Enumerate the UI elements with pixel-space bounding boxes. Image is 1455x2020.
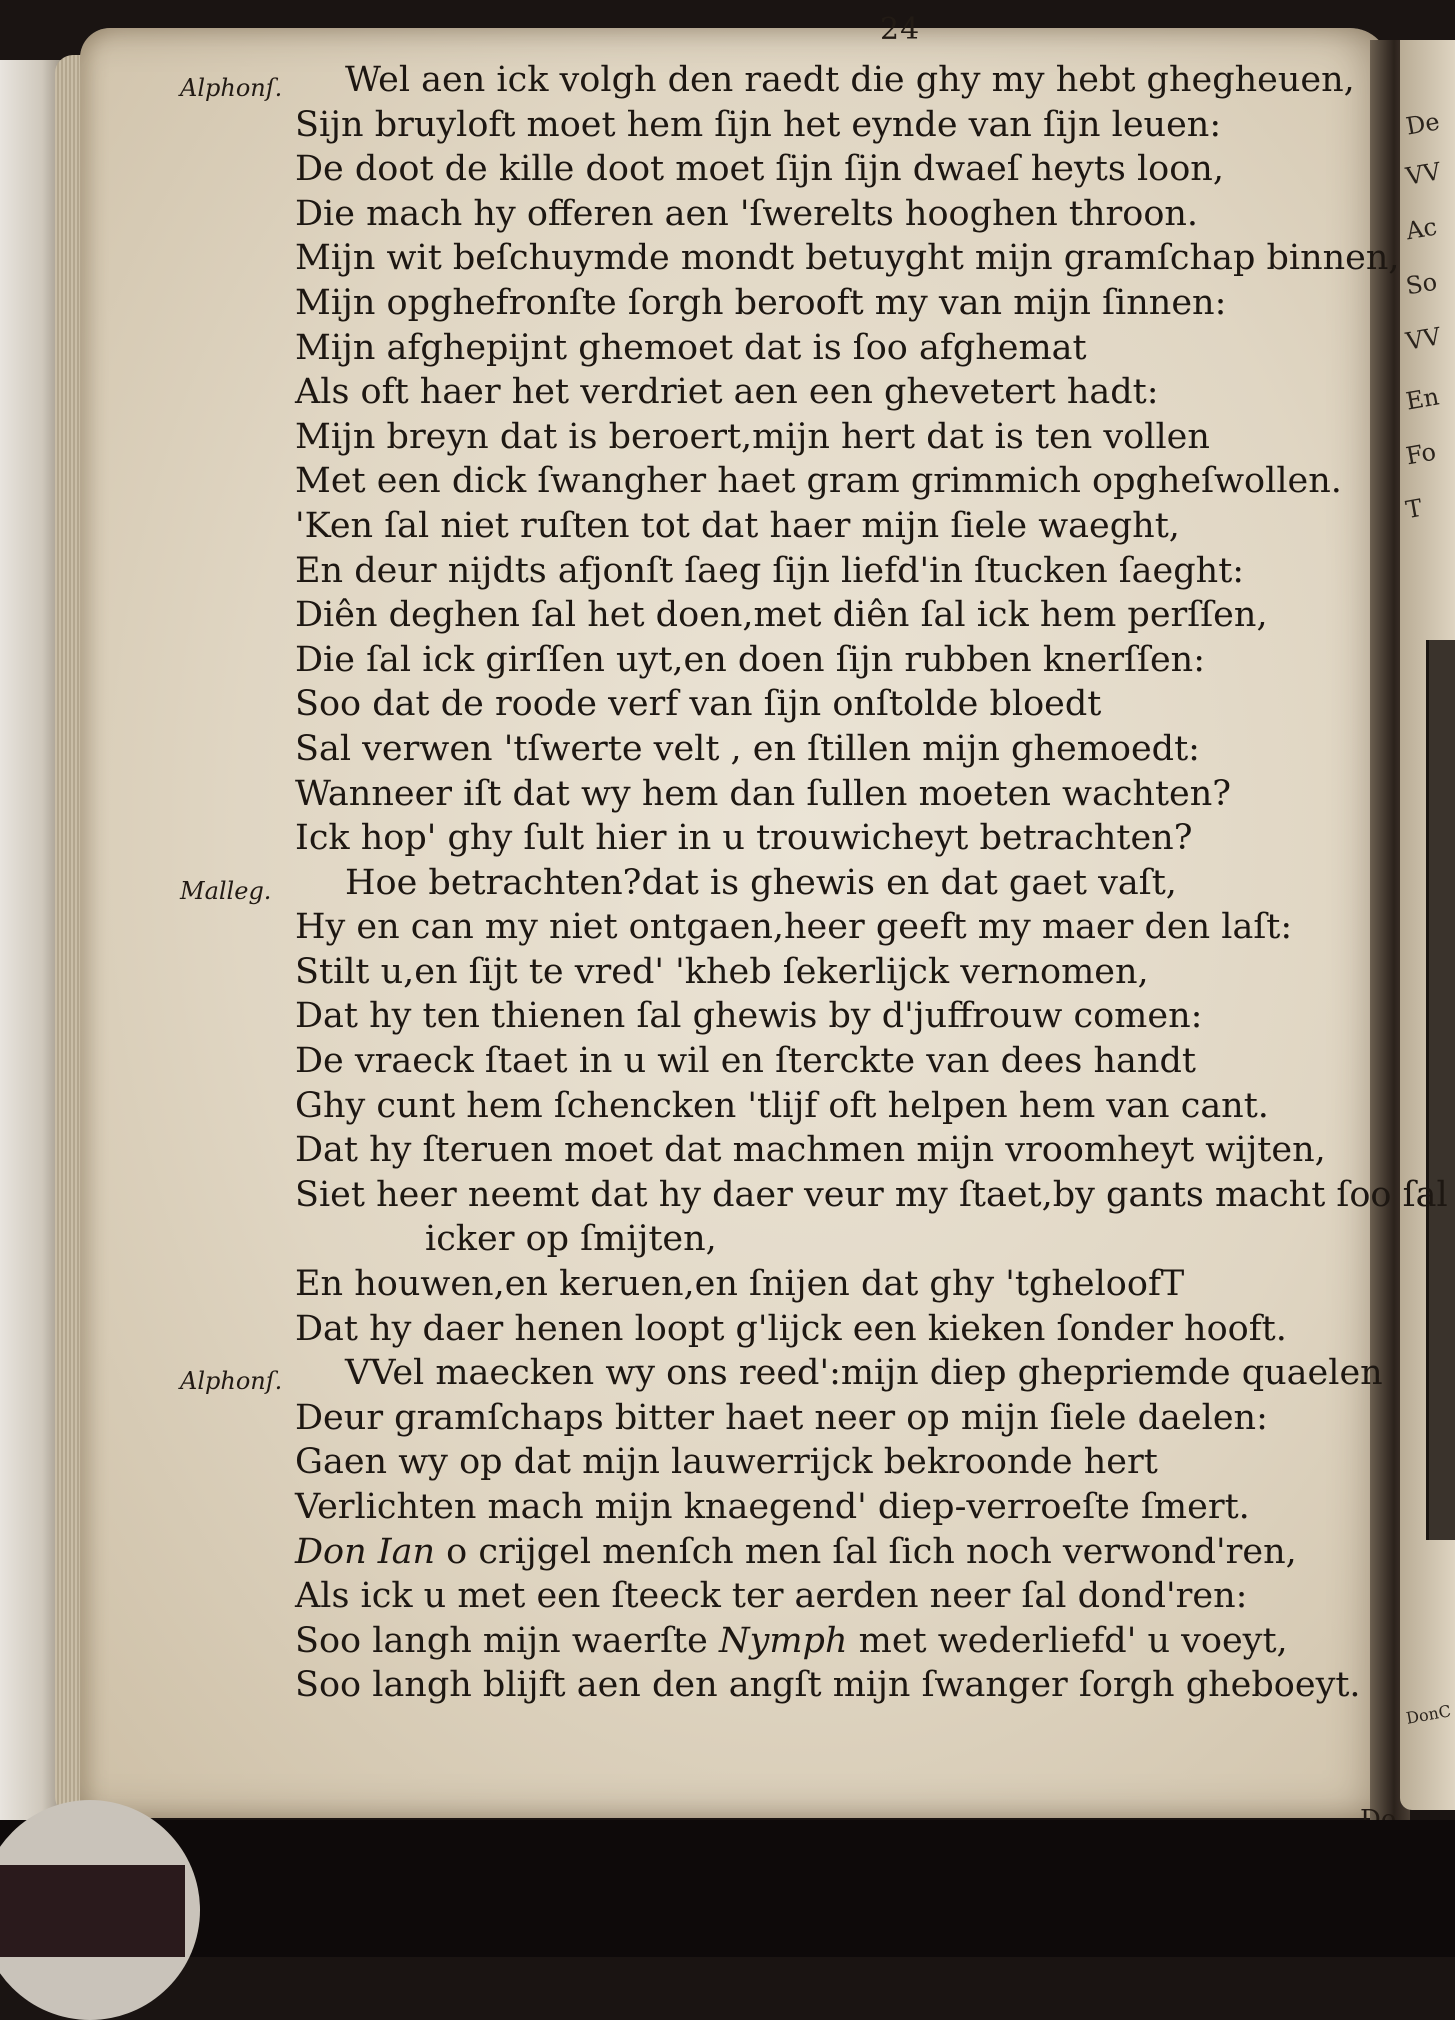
verse-line [180, 1574, 1370, 1619]
verse-text: Soo langh blijft aen den angſt mijn ſwanger ſorgh gheboeyt. [295, 1665, 1361, 1706]
verse-text [295, 1619, 1288, 1664]
speaker-label: Alphonſ. [180, 1367, 283, 1396]
facing-page-word: Ac [1403, 212, 1439, 246]
verse-text: Dat hy ten thienen ſal ghewis by d'juffrouw comen: [295, 996, 1203, 1037]
verse-text-block [180, 58, 1448, 1708]
facing-page-word: VV [1403, 157, 1443, 191]
verse-line [180, 1485, 1370, 1530]
dark-object [0, 1865, 185, 1957]
verse-text [295, 1530, 1297, 1575]
verse-text: Gaen wy op dat mijn lauwerrijck bekroonde hert [295, 1442, 1158, 1483]
verse-text: De vraeck ſtaet in u wil en ſterckte van dees handt [295, 1041, 1196, 1082]
verse-line [180, 549, 1370, 594]
verse-line [180, 192, 1370, 237]
verse-line [180, 994, 1370, 1039]
verse-text: Verlichten mach mijn knaegend' diep-verroeſte ſmert. [295, 1487, 1250, 1527]
verse-line [180, 281, 1370, 326]
verse-line [180, 950, 1370, 995]
verse-text: 'Ken ſal niet ruſten tot dat haer mijn ſiele waeght, [295, 505, 1180, 546]
verse-line [180, 147, 1370, 192]
verse-line [180, 370, 1370, 415]
verse-text: Diên deghen ſal het doen,met diên ſal ick hem perſſen, [295, 595, 1268, 636]
verse-line [180, 772, 1370, 817]
verse-text: Mijn breyn dat is beroert,mijn hert dat is ten vollen [295, 416, 1210, 457]
verse-line [180, 1307, 1370, 1352]
verse-text: Wel aen ick volgh den raedt die ghy my hebt ghegheuen, [345, 60, 1355, 100]
verse-text: Siet heer neemt dat hy daer veur my ſtaet,by gants macht ſoo ſal [295, 1174, 1448, 1215]
verse-text: Soo dat de roode verf van ſijn onſtolde bloedt [295, 684, 1102, 725]
verse-text: Hoe betrachten?dat is ghewis en dat gaet vaſt, [345, 862, 1177, 903]
verse-line [180, 1128, 1370, 1173]
verse-text: Die mach hy offeren aen 'ſwerelts hooghen throon. [295, 193, 1199, 234]
verse-line [180, 905, 1370, 950]
verse-line [180, 1351, 1383, 1396]
verse-text: Mijn afghepijnt ghemoet dat is ſoo afghemat [295, 327, 1087, 368]
verse-line [180, 504, 1370, 549]
verse-text: VVel maecken wy ons reed':mijn diep ghepriemde quaelen [345, 1353, 1383, 1394]
italic-name: Nymph [718, 1620, 859, 1661]
verse-text: De doot de kille doot moet ſijn ſijn dwaeſ heyts loon, [295, 149, 1224, 190]
facing-page-catchword: DonC [1404, 1701, 1453, 1728]
verse-line [180, 236, 1400, 281]
verse-text: Dat hy ſteruen moet dat machmen mijn vroomheyt wijten, [295, 1130, 1326, 1171]
verse-text: Deur gramſchaps bitter haet neer op mijn ſiele daelen: [295, 1397, 1268, 1438]
verse-line [180, 415, 1370, 460]
facing-page-word: Fo [1403, 437, 1439, 471]
verse-line [180, 1663, 1370, 1708]
verse-line [180, 58, 1370, 103]
verse-line [180, 326, 1370, 371]
verse-line [180, 593, 1370, 638]
verse-line [180, 861, 1370, 906]
verse-text: Hy en can my niet ontgaen,heer geeft my maer den laſt: [295, 907, 1293, 948]
facing-page-word: De [1403, 107, 1442, 141]
verse-line [180, 1173, 1448, 1218]
verse-text: Sal verwen 'tſwerte velt , en ſtillen mijn ghemoedt: [295, 728, 1200, 769]
facing-page-word: En [1403, 382, 1442, 416]
verse-text: En houwen,en keruen,en ſnijen dat ghy 'tgheloofT [295, 1264, 1185, 1305]
verse-line [180, 1217, 1370, 1262]
speaker-label: Malleg. [180, 876, 272, 905]
verse-text: Dat hy daer henen loopt g'lijck een kieken ſonder hooft. [295, 1308, 1287, 1349]
verse-text: Als ick u met een ſteeck ter aerden neer ſal dond'ren: [295, 1576, 1248, 1617]
verse-text: icker op ſmijten, [425, 1219, 717, 1260]
speaker-label: Alphonſ. [180, 74, 283, 102]
facing-page-word: T [1403, 493, 1425, 525]
italic-name: Don Ian [295, 1531, 447, 1572]
verse-text: Stilt u,en ſijt te vred' 'kheb ſekerlijck vernomen, [295, 951, 1149, 992]
verse-line [180, 638, 1370, 683]
facing-page-illustration [1426, 640, 1455, 1540]
verse-text: Als oft haer het verdriet aen een ghevetert hadt: [295, 372, 1159, 413]
verse-line [180, 1262, 1370, 1307]
facing-page-word: VV [1403, 322, 1443, 356]
facing-page [1400, 40, 1455, 1810]
verse-line [180, 459, 1370, 504]
verse-line [180, 816, 1370, 861]
verse-line [180, 1396, 1370, 1441]
verse-text: Ick hop' ghy ſult hier in u trouwicheyt betrachten? [295, 818, 1193, 859]
verse-text: Die ſal ick girſſen uyt,en doen ſijn rubben knerſſen: [295, 639, 1205, 680]
table-shadow [0, 1820, 1455, 1957]
verse-text: Mijn wit beſchuymde mondt betuyght mijn gramſchap binnen, [295, 238, 1400, 279]
verse-text: En deur nijdts afjonſt ſaeg ſijn liefd'in ſtucken ſaeght: [295, 550, 1245, 591]
verse-text: Mijn opghefronſte ſorgh berooft my van mijn ſinnen: [295, 282, 1227, 323]
verse-line [180, 727, 1370, 772]
verse-prefix: Soo langh mijn waerſte [295, 1620, 719, 1661]
verse-rest: o crijgel menſch men ſal ſich noch verwond'ren, [446, 1531, 1297, 1572]
page-number: 24 [880, 12, 921, 47]
verse-line [180, 1039, 1370, 1084]
verse-text: Met een dick ſwangher haet gram grimmich opgheſwollen. [295, 461, 1342, 502]
verse-line [180, 1440, 1370, 1485]
facing-page-word: So [1403, 267, 1440, 301]
verse-line [180, 1619, 1370, 1664]
verse-text: Sijn bruyloft moet hem ſijn het eynde van ſijn leuen: [295, 104, 1222, 145]
verse-line [180, 1530, 1370, 1575]
verse-line [180, 682, 1370, 727]
verse-rest: met wederliefd' u voeyt, [858, 1620, 1288, 1661]
verse-line [180, 1084, 1370, 1129]
verse-line [180, 103, 1370, 148]
verse-text: Ghy cunt hem ſchencken 'tlijf oft helpen hem van cant. [295, 1085, 1269, 1126]
verse-text: Wanneer iſt dat wy hem dan ſullen moeten wachten? [295, 773, 1232, 814]
